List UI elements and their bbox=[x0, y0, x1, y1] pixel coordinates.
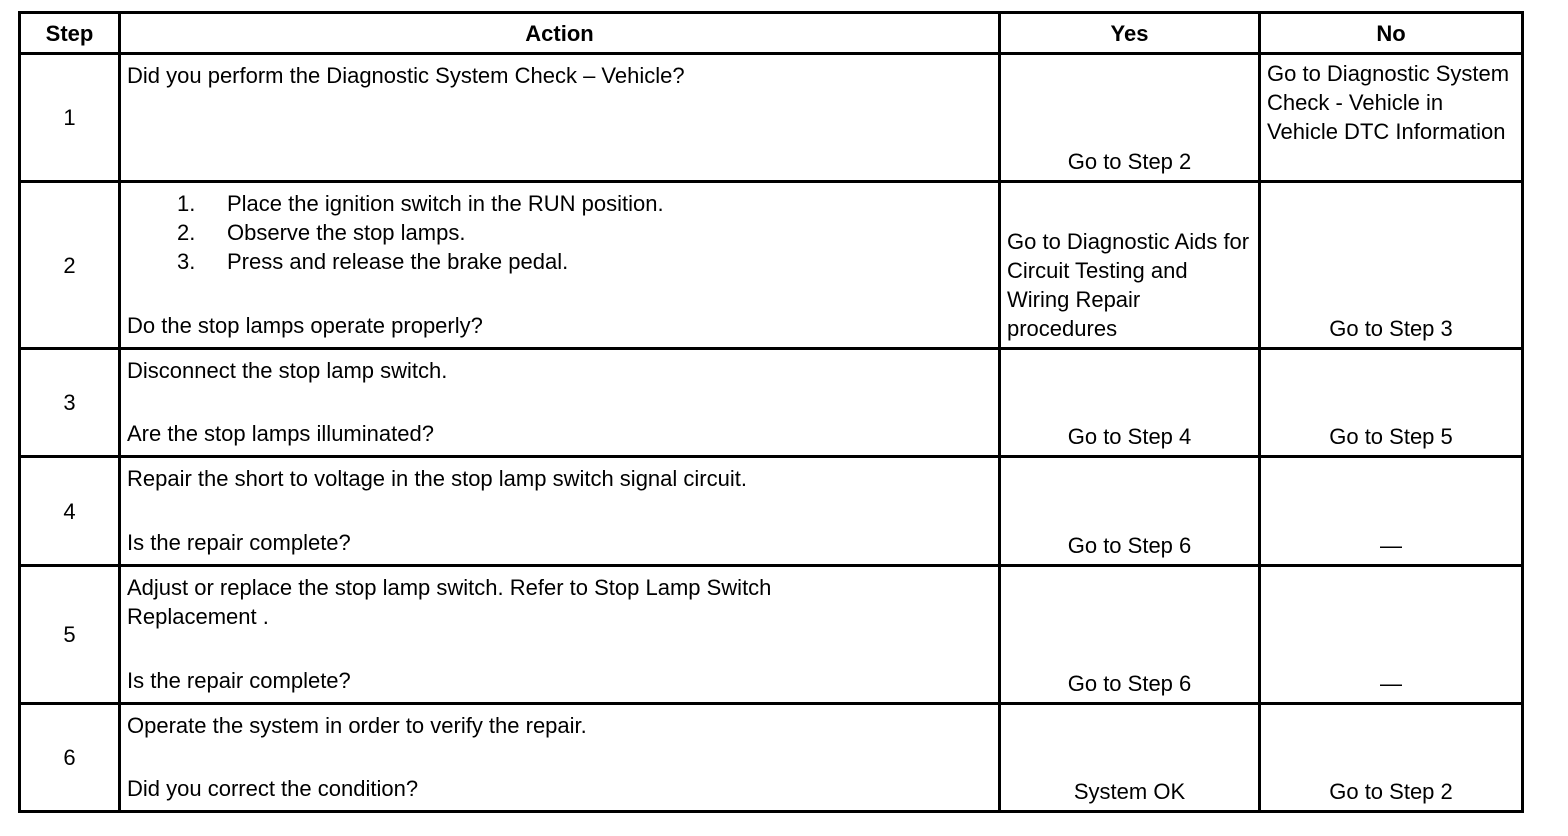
step-number: 2 bbox=[20, 182, 120, 349]
action-cell bbox=[120, 349, 1000, 457]
yes-cell: System OK bbox=[1000, 704, 1260, 812]
step-number: 1 bbox=[20, 54, 120, 182]
yes-cell: Go to Diagnostic Aids for Circuit Testing and Wiring Repair procedures bbox=[1000, 182, 1260, 349]
action-cell bbox=[120, 704, 1000, 812]
action-cell bbox=[120, 182, 1000, 349]
step-number: 3 bbox=[20, 349, 120, 457]
no-cell: — bbox=[1260, 566, 1523, 704]
header-step: Step bbox=[20, 13, 120, 54]
table-row bbox=[20, 182, 1523, 349]
substep-item: 2. Observe the stop lamps. bbox=[177, 220, 466, 245]
step-number: 4 bbox=[20, 457, 120, 566]
step-number: 5 bbox=[20, 566, 120, 704]
no-cell: Go to Diagnostic System Check - Vehicle in Vehicle DTC Information bbox=[1260, 54, 1523, 182]
diagnostic-table bbox=[18, 11, 1524, 813]
yes-cell: Go to Step 2 bbox=[1000, 54, 1260, 182]
action-text: Operate the system in order to verify the repair. bbox=[127, 713, 587, 738]
action-text: Disconnect the stop lamp switch. bbox=[127, 358, 448, 383]
table-row bbox=[20, 457, 1523, 566]
substep-item: 3. Press and release the brake pedal. bbox=[177, 249, 569, 274]
question-text: Do the stop lamps operate properly? bbox=[127, 313, 483, 338]
header-no: No bbox=[1260, 13, 1523, 54]
table-row bbox=[20, 54, 1523, 182]
step-number: 6 bbox=[20, 704, 120, 812]
yes-cell: Go to Step 6 bbox=[1000, 457, 1260, 566]
question-text: Did you correct the condition? bbox=[127, 776, 419, 801]
table-row bbox=[20, 349, 1523, 457]
action-cell bbox=[120, 566, 1000, 704]
substep-item: 1. Place the ignition switch in the RUN position. bbox=[177, 191, 664, 216]
table-row bbox=[20, 566, 1523, 704]
question-text: Is the repair complete? bbox=[127, 530, 351, 555]
header-row bbox=[20, 13, 1523, 54]
no-cell: Go to Step 2 bbox=[1260, 704, 1523, 812]
action-cell bbox=[120, 457, 1000, 566]
action-cell bbox=[120, 54, 1000, 182]
yes-cell: Go to Step 6 bbox=[1000, 566, 1260, 704]
action-text: Did you perform the Diagnostic System Check – Vehicle? bbox=[127, 63, 685, 88]
table-row bbox=[20, 704, 1523, 812]
yes-cell: Go to Step 4 bbox=[1000, 349, 1260, 457]
no-cell: — bbox=[1260, 457, 1523, 566]
question-text: Is the repair complete? bbox=[127, 668, 351, 693]
question-text: Are the stop lamps illuminated? bbox=[127, 421, 434, 446]
no-cell: Go to Step 5 bbox=[1260, 349, 1523, 457]
no-cell: Go to Step 3 bbox=[1260, 182, 1523, 349]
action-text: Adjust or replace the stop lamp switch. Refer to Stop Lamp Switch Replacement . bbox=[127, 575, 772, 629]
action-text: Repair the short to voltage in the stop lamp switch signal circuit. bbox=[127, 466, 747, 491]
header-yes: Yes bbox=[1000, 13, 1260, 54]
substep-list bbox=[127, 189, 992, 276]
header-action: Action bbox=[120, 13, 1000, 54]
